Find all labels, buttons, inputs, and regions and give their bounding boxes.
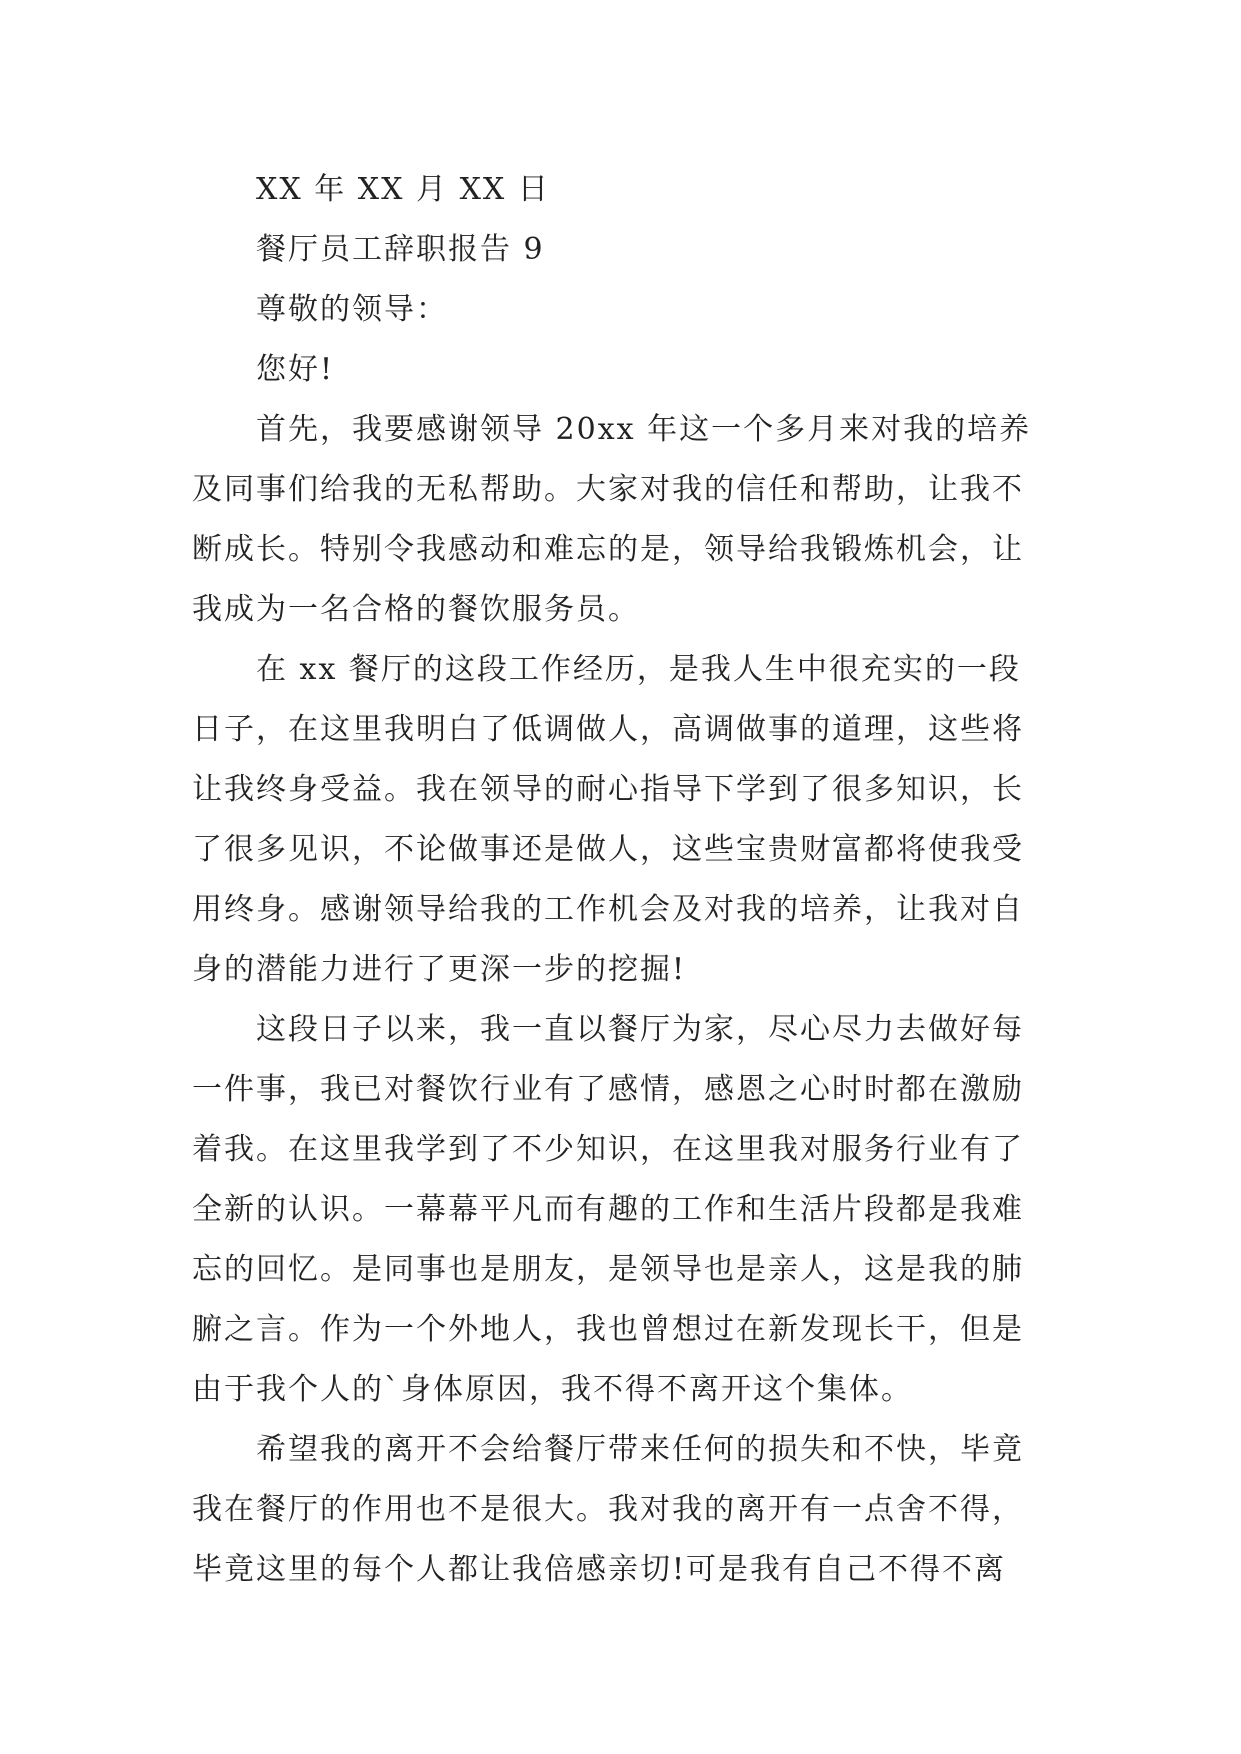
paragraph-line: 让我终身受益。我在领导的耐心指导下学到了很多知识，长 [192, 772, 1024, 807]
paragraph-line: 这段日子以来，我一直以餐厅为家，尽心尽力去做好每 [256, 1012, 1024, 1047]
paragraph-line: 我在餐厅的作用也不是很大。我对我的离开有一点舍不得， [192, 1492, 1024, 1527]
paragraph-line: 全新的认识。一幕幕平凡而有趣的工作和生活片段都是我难 [192, 1192, 1024, 1227]
greeting: 您好! [256, 352, 335, 387]
paragraph-line: 首先，我要感谢领导 20xx 年这一个多月来对我的培养 [256, 412, 1032, 447]
paragraph [192, 1420, 1054, 1600]
paragraph-line: 用终身。感谢领导给我的工作机会及对我的培养，让我对自 [192, 892, 1024, 927]
paragraph-line: 断成长。特别令我感动和难忘的是，领导给我锻炼机会，让 [192, 532, 1024, 567]
paragraph [192, 1000, 1054, 1420]
paragraph-line: 腑之言。作为一个外地人，我也曾想过在新发现长干，但是 [192, 1312, 1024, 1347]
document-title: 餐厅员工辞职报告 9 [256, 232, 545, 267]
paragraph-line: 一件事，我已对餐饮行业有了感情，感恩之心时时都在激励 [192, 1072, 1024, 1107]
paragraph-line: 身的潜能力进行了更深一步的挖掘! [192, 952, 687, 987]
paragraph-line: 希望我的离开不会给餐厅带来任何的损失和不快，毕竟 [256, 1432, 1024, 1467]
paragraph-line: 在 xx 餐厅的这段工作经历，是我人生中很充实的一段 [256, 652, 1021, 687]
paragraph-line: 了很多见识，不论做事还是做人，这些宝贵财富都将使我受 [192, 832, 1024, 867]
paragraph-line: 我成为一名合格的餐饮服务员。 [192, 592, 640, 627]
paragraph-line: 及同事们给我的无私帮助。大家对我的信任和帮助，让我不 [192, 472, 1024, 507]
paragraph-line: 着我。在这里我学到了不少知识，在这里我对服务行业有了 [192, 1132, 1024, 1167]
paragraph [192, 400, 1054, 640]
paragraph-line: 由于我个人的`身体原因，我不得不离开这个集体。 [192, 1372, 913, 1407]
salutation: 尊敬的领导： [256, 292, 448, 327]
paragraph-line: 忘的回忆。是同事也是朋友，是领导也是亲人，这是我的肺 [192, 1252, 1024, 1287]
paragraph-line: 毕竟这里的每个人都让我倍感亲切!可是我有自己不得不离 [192, 1552, 1007, 1587]
paragraph [192, 640, 1054, 1000]
document-date: XX 年 XX 月 XX 日 [256, 172, 550, 207]
document-body [192, 160, 1054, 1600]
paragraph-line: 日子，在这里我明白了低调做人，高调做事的道理，这些将 [192, 712, 1024, 747]
